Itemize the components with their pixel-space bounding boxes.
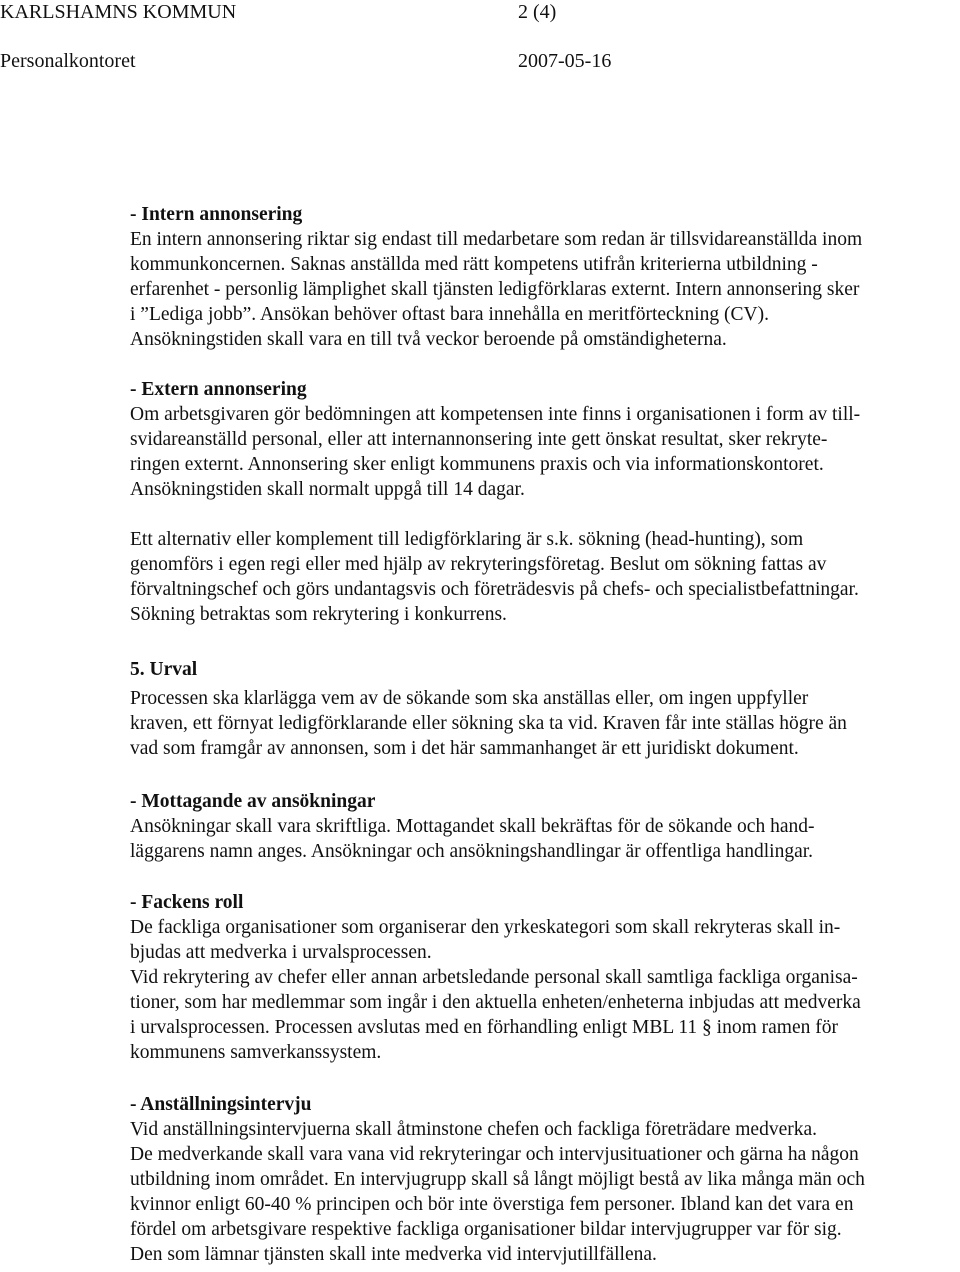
body-line: Ansökningar skall vara skriftliga. Mottagandet skall bekräftas för de sökande och hand-	[130, 816, 815, 837]
body-line: bjudas att medverka i urvalsprocessen.	[130, 942, 432, 963]
body-line: förvaltningschef och görs undantagsvis och företrädesvis på chefs- och specialistbefattningar.	[130, 579, 859, 600]
body-line: Vid anställningsintervjuerna skall åtminstone chefen och fackliga företrädare medverka.	[130, 1119, 818, 1140]
section-heading-urval: 5. Urval	[130, 659, 198, 680]
section-heading-extern: - Extern annonsering	[130, 379, 307, 400]
body-line: tioner, som har medlemmar som ingår i den aktuella enheten/enheterna inbjudas att medverka	[130, 992, 861, 1013]
body-line: utbildning inom området. En intervjugrupp skall så långt möjligt bestå av lika många män och	[130, 1169, 865, 1190]
body-line: i urvalsprocessen. Processen avslutas med en förhandling enligt MBL 11 § inom ramen för	[130, 1017, 838, 1038]
organization-name: KARLSHAMNS KOMMUN	[0, 1, 237, 23]
body-line: Sökning betraktas som rekrytering i konkurrens.	[130, 604, 507, 625]
body-line: läggarens namn anges. Ansökningar och ansökningshandlingar är offentliga handlingar.	[130, 841, 814, 862]
section-heading-intern: - Intern annonsering	[130, 204, 303, 225]
body-line: fördel om arbetsgivare respektive fackliga organisationer bildar intervjugrupper var för sig.	[130, 1219, 842, 1240]
body-line: kraven, ett förnyat ledigförklarande eller sökning ska ta vid. Kraven får inte ställas högre än	[130, 713, 847, 734]
body-line: Om arbetsgivaren gör bedömningen att kompetensen inte finns i organisationen i form av till-	[130, 404, 861, 425]
body-line: Ansökningstiden skall normalt uppgå till 14 dagar.	[130, 479, 525, 500]
section-heading-anstallningsintervju: - Anställningsintervju	[130, 1094, 312, 1115]
body-line: De fackliga organisationer som organiserar den yrkeskategori som skall rekryteras skall in-	[130, 917, 841, 938]
body-line: vad som framgår av annonsen, som i det här sammanhanget är ett juridiskt dokument.	[130, 738, 799, 759]
document-date: 2007-05-16	[518, 50, 612, 72]
body-line: genomförs i egen regi eller med hjälp av rekryteringsföretag. Beslut om sökning fattas av	[130, 554, 827, 575]
body-line: ringen externt. Annonsering sker enligt kommunens praxis och via informationskontoret.	[130, 454, 824, 475]
department-name: Personalkontoret	[0, 50, 136, 72]
body-line: Vid rekrytering av chefer eller annan arbetsledande personal skall samtliga fackliga organisa-	[130, 967, 858, 988]
body-line: Ett alternativ eller komplement till ledigförklaring är s.k. sökning (head-hunting), som	[130, 529, 804, 550]
body-line: i ”Lediga jobb”. Ansökan behöver oftast bara innehålla en meritförteckning (CV).	[130, 304, 769, 325]
body-line: erfarenhet - personlig lämplighet skall tjänsten ledigförklaras externt. Intern annonsering sker	[130, 279, 860, 300]
body-line: Den som lämnar tjänsten skall inte medverka vid intervjutillfällena.	[130, 1244, 657, 1265]
body-line: svidareanställd personal, eller att internannonsering inte gett önskat resultat, sker rekryte-	[130, 429, 828, 450]
body-line: Ansökningstiden skall vara en till två veckor beroende på omständigheterna.	[130, 329, 727, 350]
body-line: kvinnor enligt 60-40 % principen och bör inte överstiga fem personer. Ibland kan det vara en	[130, 1194, 854, 1215]
body-line: Processen ska klarlägga vem av de sökande som ska anställas eller, om ingen uppfyller	[130, 688, 809, 709]
section-heading-mottagande: - Mottagande av ansökningar	[130, 791, 376, 812]
section-heading-fackens-roll: - Fackens roll	[130, 892, 244, 913]
body-line: De medverkande skall vara vana vid rekryteringar och intervjusituationer och gärna ha någon	[130, 1144, 859, 1165]
body-line: kommunkoncernen. Saknas anställda med rätt kompetens utifrån kriterierna utbildning -	[130, 254, 818, 275]
body-line: kommunens samverkanssystem.	[130, 1042, 382, 1063]
body-line: En intern annonsering riktar sig endast till medarbetare som redan är tillsvidareanställda inom	[130, 229, 863, 250]
page-number: 2 (4)	[518, 1, 557, 23]
